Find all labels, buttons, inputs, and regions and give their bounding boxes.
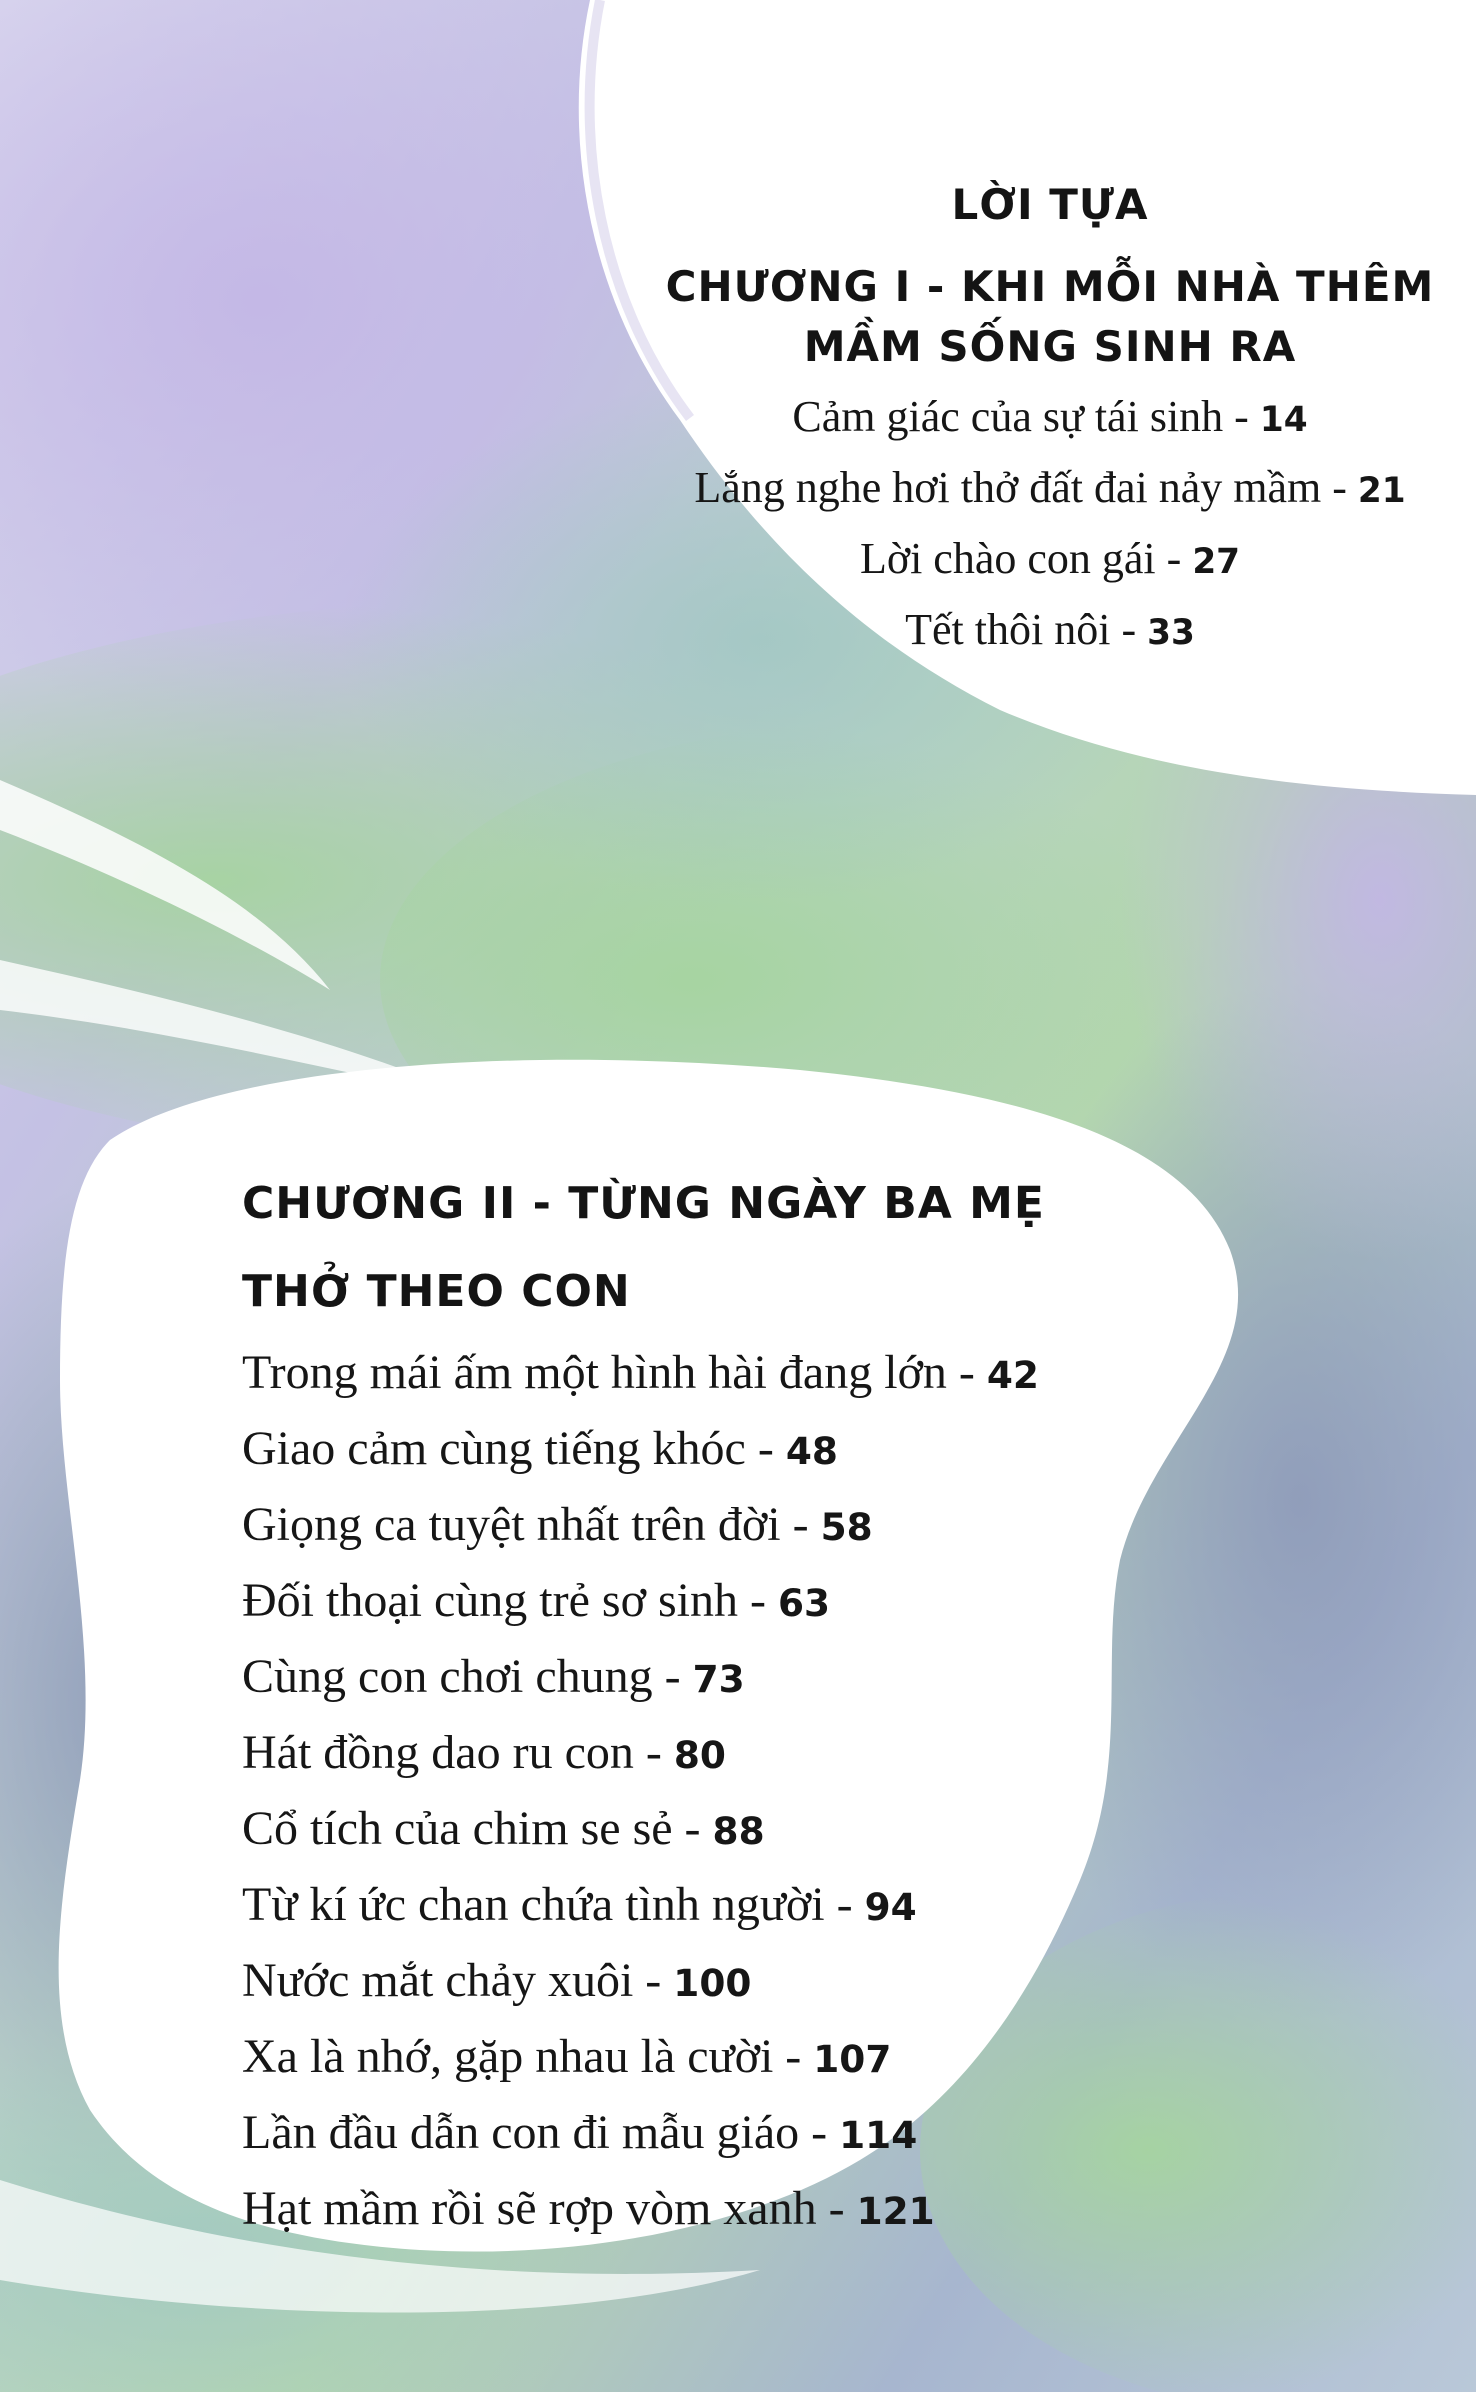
toc-entry-title: Hạt mầm rồi sẽ rợp vòm xanh - [242, 2182, 857, 2235]
toc-entry-title: Nước mắt chảy xuôi - [242, 1954, 674, 2007]
toc-section-upper [640, 175, 1460, 667]
toc-entry-page-number: 73 [692, 1657, 745, 1701]
toc-entry-title: Lời chào con gái - [859, 534, 1193, 583]
toc-entry-page-number: 58 [820, 1505, 873, 1549]
toc-entry-title: Giao cảm cùng tiếng khóc - [242, 1422, 786, 1475]
toc-entry [242, 1868, 1142, 1944]
toc-entry-page-number: 27 [1192, 542, 1241, 582]
toc-entry-title: Đối thoại cùng trẻ sơ sinh - [242, 1574, 778, 1627]
toc-entry [242, 1336, 1142, 1412]
toc-entry-page-number: 21 [1357, 471, 1406, 511]
toc-entry [242, 1412, 1142, 1488]
toc-entry-title: Giọng ca tuyệt nhất trên đời - [242, 1498, 821, 1551]
toc-entry [242, 1488, 1142, 1564]
toc-entry-page-number: 48 [785, 1429, 838, 1473]
preface-heading: LỜI TỰA [951, 180, 1149, 229]
toc-entry-page-number: 121 [856, 2189, 935, 2233]
toc-entry-title: Hát đồng dao ru con - [242, 1726, 674, 1779]
toc-entry [242, 1564, 1142, 1640]
chapter-1-title-line-2: MẦM SỐNG SINH RA [803, 322, 1297, 371]
toc-section-lower [242, 1160, 1142, 2248]
toc-entry-title: Cùng con chơi chung - [242, 1650, 693, 1703]
chapter-2-heading [242, 1160, 1142, 1336]
toc-entry-title: Trong mái ấm một hình hài đang lớn - [242, 1346, 987, 1399]
toc-entry-page-number: 63 [777, 1581, 831, 1625]
toc-entry-page-number: 100 [673, 1961, 752, 2005]
toc-entry-title: Cảm giác của sự tái sinh - [792, 392, 1260, 441]
toc-entry [640, 596, 1460, 667]
chapter-1-title-line-1: CHƯƠNG I - KHI MỖI NHÀ THÊM [665, 262, 1435, 311]
toc-entry-page-number: 107 [813, 2037, 892, 2081]
toc-entry [640, 454, 1460, 525]
toc-entry [242, 1792, 1142, 1868]
chapter-2-title-line-2: THỞ THEO CON [242, 1266, 631, 1317]
toc-entry [242, 1716, 1142, 1792]
chapter-2-entry-list [242, 1336, 1142, 2248]
chapter-1-heading [640, 257, 1460, 377]
toc-entry-title: Từ kí ức chan chứa tình người - [242, 1878, 865, 1931]
toc-entry [242, 1640, 1142, 1716]
toc-entry-page-number: 94 [864, 1885, 917, 1929]
toc-entry-title: Lắng nghe hơi thở đất đai nảy mầm - [694, 463, 1358, 512]
toc-entry-page-number: 114 [839, 2113, 918, 2157]
toc-entry-page-number: 33 [1147, 613, 1195, 653]
toc-entry-page-number: 42 [986, 1353, 1039, 1397]
toc-entry [242, 2020, 1142, 2096]
toc-entry [242, 1944, 1142, 2020]
toc-entry-title: Xa là nhớ, gặp nhau là cười - [242, 2030, 814, 2083]
chapter-2-title-line-1: CHƯƠNG II - TỪNG NGÀY BA MẸ [242, 1178, 1045, 1229]
toc-entry-title: Lần đầu dẫn con đi mẫu giáo - [242, 2106, 840, 2159]
toc-entry [242, 2096, 1142, 2172]
toc-entry [640, 525, 1460, 596]
toc-entry-title: Cổ tích của chim se sẻ - [242, 1802, 713, 1855]
toc-entry [640, 383, 1460, 454]
toc-entry-page-number: 14 [1259, 400, 1308, 440]
toc-entry [242, 2172, 1142, 2248]
toc-entry-title: Tết thôi nôi - [905, 605, 1148, 654]
toc-entry-page-number: 80 [673, 1733, 726, 1777]
toc-entry-page-number: 88 [712, 1809, 765, 1853]
chapter-1-entry-list [640, 383, 1460, 667]
